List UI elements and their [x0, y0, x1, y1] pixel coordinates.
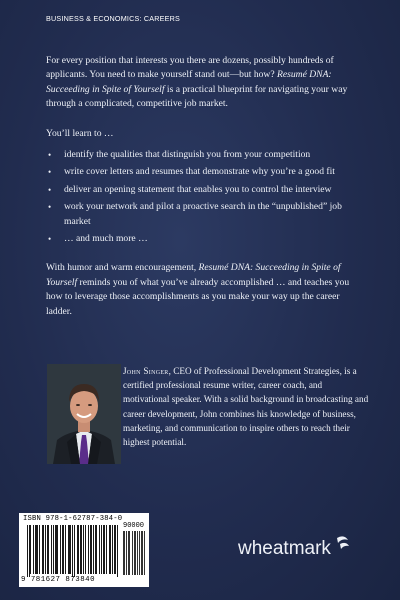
intro-book-title: Resumé DNA: Succeeding in Spite of Yourself: [46, 69, 332, 95]
barcode-bar: [51, 525, 52, 574]
barcode-bar: [96, 525, 97, 574]
author-section: [47, 364, 372, 474]
list-item: [46, 148, 364, 162]
barcode-bar: [106, 525, 107, 574]
addon-barcode-bar: [135, 531, 136, 575]
barcode-bar: [29, 525, 30, 577]
list-item-text: deliver an opening statement that enables you to control the interview: [64, 183, 332, 195]
barcode-bar: [39, 525, 40, 574]
addon-barcode-bar: [141, 531, 142, 575]
barcode-bar: [117, 525, 118, 577]
barcode-bar: [88, 525, 89, 574]
barcode-bar: [56, 525, 57, 574]
addon-barcode-bar: [126, 531, 127, 575]
barcode-bar: [81, 525, 82, 574]
barcode-bar: [55, 525, 56, 574]
author-name: John Singer: [123, 366, 169, 376]
barcode-bar: [95, 525, 96, 574]
bullet-icon: •: [48, 234, 52, 245]
bullet-icon: •: [48, 184, 52, 195]
barcode-bar: [80, 525, 81, 574]
barcode-bar: [99, 525, 100, 574]
barcode-bar: [70, 525, 71, 574]
list-item-text: identify the qualities that distinguish you from your competition: [64, 149, 311, 161]
barcode-bar: [33, 525, 34, 574]
benefits-list: [46, 148, 364, 246]
list-item-text: work your network and pilot a proactive search in the “unpublished” job market: [64, 201, 342, 227]
author-bio-text: , CEO of Professional Development Strategies, is a certified professional resume writer, career coach, and motivational speaker. With a solid background in broadcasting and career development, John combines his knowledge of business, marketing, and communication to inspire others to reach their highest potential.: [123, 366, 369, 448]
addon-barcode-bar: [128, 531, 129, 575]
list-item: [46, 232, 364, 246]
learn-heading: You’ll learn to …: [46, 127, 114, 139]
addon-barcode-bar: [139, 531, 140, 575]
barcode-bar: [91, 525, 92, 574]
barcode-bar: [114, 525, 115, 574]
barcode-bar: [48, 525, 49, 574]
bullet-icon: •: [48, 167, 52, 178]
list-item: [46, 183, 364, 197]
barcode-bar: [68, 525, 69, 574]
isbn-number: ISBN 978-1-62787-384-0: [23, 515, 123, 523]
barcode-bar: [78, 525, 79, 574]
barcode-bar: [63, 525, 64, 574]
addon-barcode-bar: [129, 531, 130, 575]
barcode-bar: [43, 525, 44, 574]
price-code: 90000: [123, 522, 145, 530]
barcode-bar: [77, 525, 78, 574]
barcode-bar: [65, 525, 66, 574]
isbn-barcode: [19, 513, 149, 587]
addon-barcode-bar: [137, 531, 138, 575]
bullet-icon: •: [48, 150, 52, 161]
barcode-digits: 9 781627 873840: [21, 576, 96, 584]
barcode-bar: [90, 525, 91, 574]
barcode-bar: [83, 525, 84, 574]
addon-barcode-bar: [144, 531, 145, 575]
barcode-bar: [57, 525, 58, 574]
barcode-bar: [104, 525, 105, 574]
barcode-bar: [72, 525, 73, 577]
addon-barcode-bar: [142, 531, 143, 575]
closing-text-start: With humor and warm encouragement,: [46, 262, 199, 274]
barcode-bar: [69, 525, 70, 574]
barcode-bar: [93, 525, 94, 574]
barcode-bar: [53, 525, 54, 574]
barcode-bar: [42, 525, 43, 574]
bullet-icon: •: [48, 202, 52, 213]
list-item-text: … and much more …: [64, 233, 148, 245]
barcode-bar: [62, 525, 63, 574]
closing-book-title: Resumé DNA: Succeeding in Spite of Yourself: [46, 262, 341, 288]
barcode-bar: [35, 525, 36, 574]
barcode-bar: [60, 525, 61, 574]
barcode-bar: [47, 525, 48, 574]
intro-text-end: is a practical blueprint for navigating your way through a complicated, competitive job market.: [46, 83, 348, 110]
barcode-bar: [109, 525, 110, 574]
intro-text-start: For every position that interests you there are dozens, possibly hundreds of applicants. You need to make yourself stand out—but how?: [46, 55, 334, 81]
barcode-bar: [30, 525, 31, 574]
barcode-bar: [45, 525, 46, 574]
addon-barcode-bar: [124, 531, 125, 575]
author-photo: [47, 364, 121, 464]
barcode-bar: [27, 525, 28, 577]
barcode-bar: [37, 525, 38, 574]
barcode-bar: [85, 525, 86, 574]
barcode-bar: [74, 525, 75, 577]
addon-barcode-bar: [134, 531, 135, 575]
author-portrait-image: [47, 364, 121, 464]
publisher-logo: [236, 532, 366, 562]
barcode-bar: [110, 525, 111, 574]
book-category: BUSINESS & ECONOMICS: CAREERS: [46, 14, 181, 23]
list-item: [46, 165, 364, 179]
intro-paragraph: [46, 54, 364, 112]
list-item: [46, 200, 364, 229]
barcode-bar: [115, 525, 116, 574]
author-bio: [123, 364, 369, 449]
closing-paragraph: [46, 261, 364, 319]
book-description: [46, 54, 364, 334]
barcode-bar: [112, 525, 113, 574]
barcode-bar: [103, 525, 104, 574]
addon-barcode-bar: [132, 531, 133, 575]
list-item-text: write cover letters and resumes that demonstrate why you’re a good fit: [64, 166, 335, 178]
addon-barcode-bar: [123, 531, 124, 575]
closing-text-end: reminds you of what you’ve already accomplished … and teaches you how to leverage those accomplishments as you make your way up the career ladder.: [46, 276, 350, 317]
wheatmark-logo-graphic: [236, 532, 366, 562]
barcode-bar: [101, 525, 102, 574]
publisher-name: wheatmark: [238, 538, 331, 559]
barcode-bar: [36, 525, 37, 574]
